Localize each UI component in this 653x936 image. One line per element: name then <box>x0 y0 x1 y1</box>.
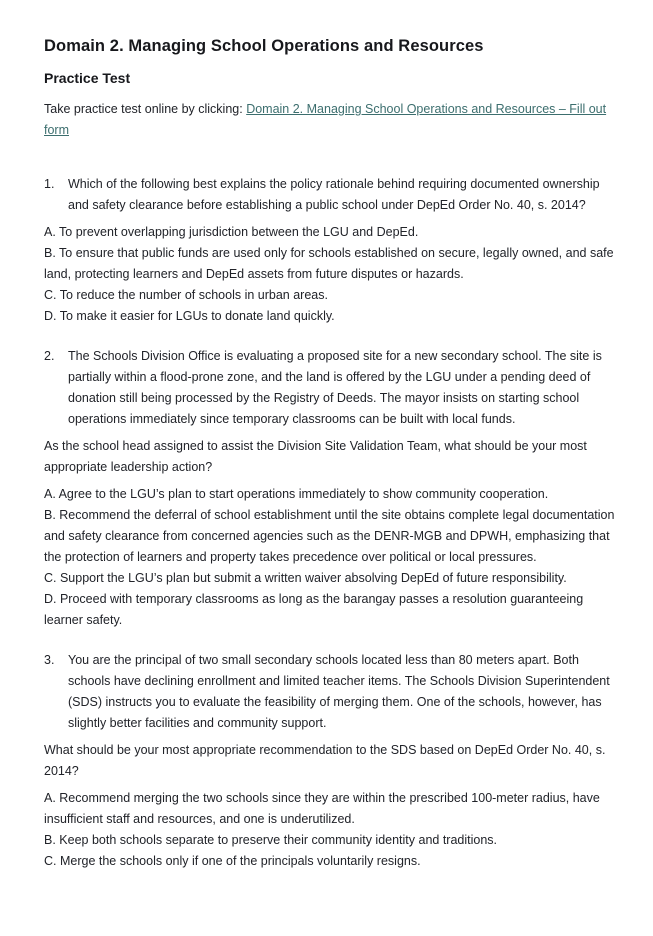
option-item-d: D. To make it easier for LGUs to donate land quickly. <box>44 309 335 323</box>
question-text <box>44 346 621 430</box>
option-item-c: C. Merge the schools only if one of the principals voluntarily resigns. <box>44 854 421 868</box>
page-title: Domain 2. Managing School Operations and Resources <box>44 37 484 55</box>
option-item-c: C. Support the LGU’s plan but submit a written waiver absolving DepEd of future responsibility. <box>44 571 567 585</box>
options-list <box>44 484 621 631</box>
question-followup: As the school head assigned to assist the Division Site Validation Team, what should be your most appropriate leadership action? <box>44 439 587 474</box>
options-list <box>44 788 621 872</box>
intro-text: Take practice test online by clicking: <box>44 102 247 116</box>
question-text <box>44 174 621 216</box>
question-number: 2. <box>44 349 55 363</box>
question-block-2 <box>44 346 621 631</box>
option-item-d: D. Proceed with temporary classrooms as long as the barangay passes a resolution guaranteeing learner safety. <box>44 592 584 627</box>
question-text <box>44 650 621 734</box>
option-item-b: B. To ensure that public funds are used only for schools established on secure, legally owned, and safe land, protecting learners and DepEd assets from future disputes or hazards. <box>44 246 614 281</box>
question-body: Which of the following best explains the policy rationale behind requiring documented ownership and safety clearance before establishing a public school under DepEd Order No. 40, s. 2014? <box>68 177 600 212</box>
question-number: 1. <box>44 177 55 191</box>
intro-paragraph <box>44 99 621 141</box>
options-list <box>44 222 621 327</box>
option-item-a: A. To prevent overlapping jurisdiction between the LGU and DepEd. <box>44 225 419 239</box>
question-followup: What should be your most appropriate recommendation to the SDS based on DepEd Order No. 40, s. 2014? <box>44 743 606 778</box>
option-item-b: B. Recommend the deferral of school establishment until the site obtains complete legal documentation and safety clearance from concerned agencies such as the DENR-MGB and DPWH, emphasizing that the protection of learners and property takes precedence over political or local pressures. <box>44 508 615 564</box>
question-block-3 <box>44 650 621 872</box>
option-item-b: B. Keep both schools separate to preserve their community identity and traditions. <box>44 833 498 847</box>
question-body: You are the principal of two small secondary schools located less than 80 meters apart. Both schools have declining enrollment and limited teacher items. The Schools Division Superintendent (SDS) instructs you to evaluate the feasibility of merging them. One of the schools, however, has slightly better facilities and community support. <box>68 653 610 730</box>
section-subtitle: Practice Test <box>44 70 131 86</box>
question-number: 3. <box>44 653 55 667</box>
practice-test-link[interactable]: Domain 2. Managing School Operations and Resources – Fill out form <box>44 102 607 137</box>
option-item-c: C. To reduce the number of schools in urban areas. <box>44 288 328 302</box>
question-block-1 <box>44 174 621 327</box>
option-item-a: A. Recommend merging the two schools since they are within the prescribed 100-meter radius, have insufficient staff and resources, and one is underutilized. <box>44 791 600 826</box>
question-body: The Schools Division Office is evaluating a proposed site for a new secondary school. The site is partially within a flood-prone zone, and the land is offered by the LGU under a pending deed of donation still being processed by the Registry of Deeds. The mayor insists on starting school operations immediately since temporary classrooms can be built with local funds. <box>68 349 602 426</box>
option-item-a: A. Agree to the LGU’s plan to start operations immediately to show community cooperation. <box>44 487 549 501</box>
